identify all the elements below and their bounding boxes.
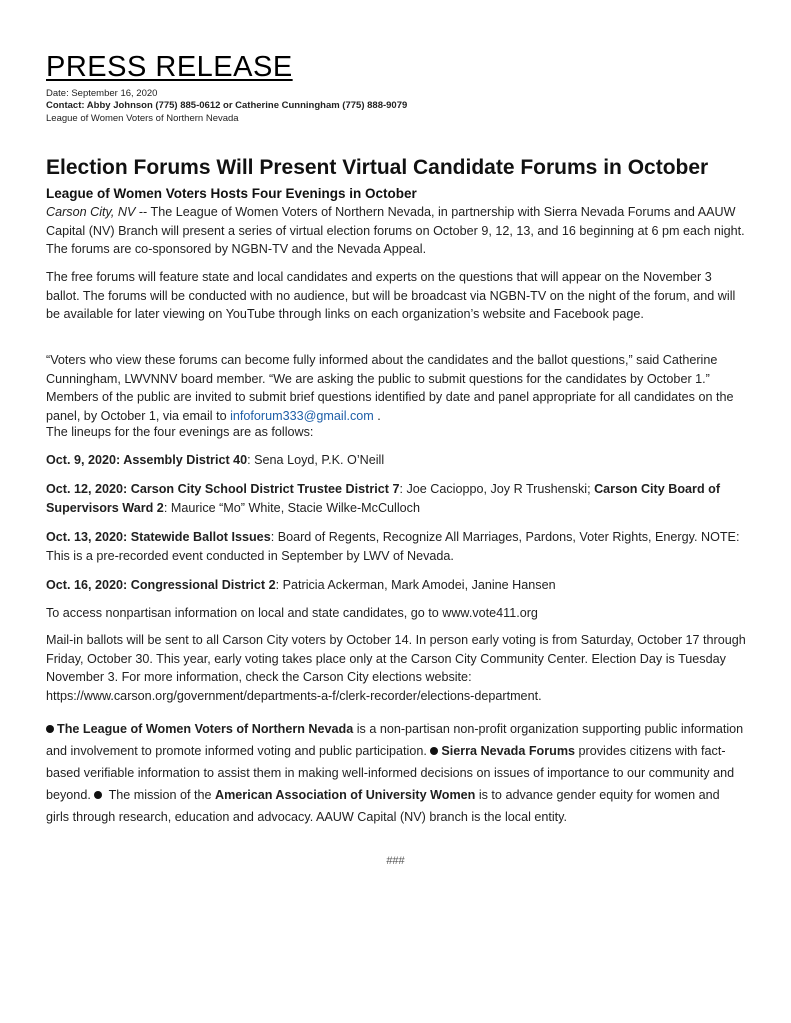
paragraph-intro xyxy=(46,203,746,259)
org-desc-aauw-lead: The mission of the xyxy=(105,788,215,802)
org-desc-snf: provides citizens with fact-based verifiable information to assist them in making well-informed decisions on issues of importance to our community and beyond. xyxy=(46,744,735,802)
bullet-icon xyxy=(94,791,102,799)
lineup-candidates: : Patricia Ackerman, Mark Amodei, Janine Hansen xyxy=(275,578,556,592)
lineup-item xyxy=(46,451,746,470)
lineup-candidates: : Board of Regents, Recognize All Marriages, Pardons, Voter Rights, Energy. NOTE: This is a pre-recorded event conducted in September by LWV of Nevada. xyxy=(46,530,740,563)
lineup-panel: Congressional District 2 xyxy=(130,578,276,592)
org-name-aauw: American Association of University Women xyxy=(215,788,476,802)
headline: Election Forums Will Present Virtual Candidate Forums in October xyxy=(46,156,709,179)
lineup-item xyxy=(46,576,746,595)
intro-text: -- The League of Women Voters of Northern Nevada, in partnership with Sierra Nevada Forums and AAUW Capital (NV) Branch will present a series of virtual election forums on October 9, 12, 13, and 16 beginning at 6 pm each night. The forums are co-sponsored by NGBN-TV and the Nevada Appeal. xyxy=(46,205,745,257)
lineup-candidates: : Joe Cacioppo, Joy R Trushenski; xyxy=(399,482,595,496)
lineup-item xyxy=(46,480,746,517)
bullet-icon xyxy=(46,725,54,733)
organizations-paragraph xyxy=(46,718,746,828)
contact-line: Contact: Abby Johnson (775) 885-0612 or Catherine Cunningham (775) 888-9079 xyxy=(46,100,408,111)
lineup-panel: Statewide Ballot Issues xyxy=(130,530,271,544)
org-name-snf: Sierra Nevada Forums xyxy=(441,744,576,758)
vote411-paragraph: To access nonpartisan information on local and state candidates, go to www.vote411.org xyxy=(46,606,538,620)
org-desc-lwv: is a non-partisan non-profit organization supporting public information and involvement to promote informed voting and public participation. xyxy=(46,722,744,758)
org-name-lwv: The League of Women Voters of Northern Nevada xyxy=(57,722,354,736)
lineup-panel: Assembly District 40 xyxy=(123,453,248,467)
lineup-date: Oct. 12, 2020: xyxy=(46,482,131,496)
paragraph-forums: The free forums will feature state and local candidates and experts on the questions that will appear on the November 3 ballot. The forums will be conducted with no audience, but will be broadcast via NGBN-TV on the night of the forum, and will be available for later viewing on YouTube through links on each organization’s website and Facebook page. xyxy=(46,270,736,322)
mail-in-paragraph: Mail-in ballots will be sent to all Carson City voters by October 14. In person early voting is from Saturday, October 17 through Friday, October 30. This year, early voting takes place only at the Carson City Community Center. Election Day is Tuesday November 3. For more information, check the Carson City elections website: https://www.carson.org/government/departments-a-f/clerk-recorder/elections-department. xyxy=(46,633,746,703)
lineup-date: Oct. 13, 2020: xyxy=(46,530,131,544)
dateline: Carson City, NV xyxy=(46,205,136,219)
lineup-candidates-second: : Maurice “Mo” White, Stacie Wilke-McCulloch xyxy=(163,500,420,515)
paragraph-quote xyxy=(46,351,746,425)
lineups-intro: The lineups for the four evenings are as follows: xyxy=(46,425,314,439)
quote-tail: . xyxy=(373,408,381,423)
lineup-panel: Carson City School District Trustee District 7 xyxy=(130,482,400,496)
lineup-item xyxy=(46,528,746,565)
lineup-date: Oct. 9, 2020: xyxy=(46,453,124,467)
lineup-date: Oct. 16, 2020: xyxy=(46,578,131,592)
email-link[interactable]: infoforum333@gmail.com xyxy=(230,408,374,423)
quote-text: “Voters who view these forums can become fully informed about the candidates and the ballot questions,” said Catherine Cunningham, LWVNNV board member. “We are asking the public to submit questions for the candidates by October 1.” Members of the public are invited to submit brief questions identified by date and panel appropriate for all candidates on the panel, by October 1, via email to xyxy=(46,353,734,423)
lineup-candidates: : Sena Loyd, P.K. O’Neill xyxy=(247,453,385,467)
press-release-title: PRESS RELEASE xyxy=(46,51,293,83)
bullet-icon xyxy=(430,747,438,755)
release-date: Date: September 16, 2020 xyxy=(46,88,158,99)
lineup-panel-second: Carson City Board of Supervisors Ward 2 xyxy=(46,482,721,515)
org-desc-aauw: is to advance gender equity for women and girls through research, education and advocacy. AAUW Capital (NV) branch is the local entity. xyxy=(46,788,720,824)
subheadline: League of Women Voters Hosts Four Evenings in October xyxy=(46,186,417,201)
end-mark: ### xyxy=(386,855,405,867)
organization-line: League of Women Voters of Northern Nevada xyxy=(46,113,239,124)
